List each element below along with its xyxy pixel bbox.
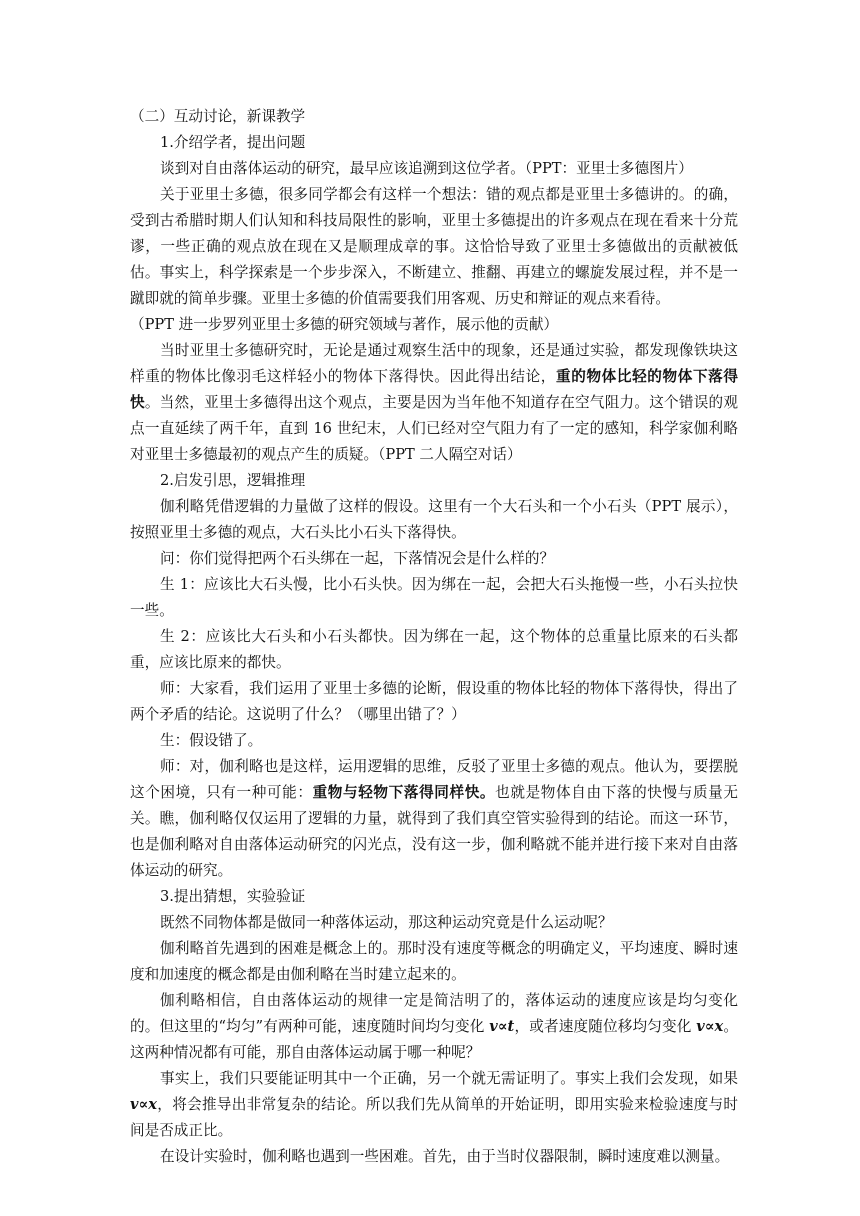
paragraph-15-text-a: 事实上，我们只要能证明其中一个正确，另一个就无需证明了。事实上我们会发现，如果 [160,1070,738,1087]
subheading-2: 2.启发引思，逻辑推理 [160,472,306,489]
paragraph-15 [130,1066,738,1144]
paragraph-1: 谈到对自由落体运动的研究，最早应该追溯到这位学者。（PPT：亚里士多德图片） [160,160,693,177]
paragraph-14-text-c: 。这两种情况都有可能，那自由落体运动属于哪一种呢？ [130,1018,738,1061]
paragraph-6: 问：你们觉得把两个石头绑在一起，下落情况会是什么样的？ [160,550,555,567]
paragraph-8: 生 2：应该比大石头和小石头都快。因为绑在一起，这个物体的总重量比原来的石头都重，应该比原来的都快。 [130,628,738,671]
paragraph-2: 关于亚里士多德，很多同学都会有这样一个想法：错的观点都是亚里士多德讲的。的确，受到古希腊时期人们认知和科技局限性的影响，亚里士多德提出的许多观点在现在看来十分荒谬，一些正确的观点放在现在又是顺理成章的事。这恰恰导致了亚里士多德做出的贡献被低估。事实上，科学探索是一个步步深入，不断建立、推翻、再建立的螺旋发展过程，并不是一蹴即就的简单步骤。亚里士多德的价值需要我们用客观、历史和辩证的观点来看待。 [130,186,738,307]
formula-v-prop-x: v∝x [696,1018,724,1035]
paragraph-13: 伽利略首先遇到的困难是概念上的。那时没有速度等概念的明确定义，平均速度、瞬时速度和加速度的概念都是由伽利略在当时建立起来的。 [130,940,738,983]
paragraph-9: 师：大家看，我们运用了亚里士多德的论断，假设重的物体比轻的物体下落得快，得出了两个矛盾的结论。这说明了什么？（哪里出错了？） [130,680,738,723]
paragraph-7: 生 1：应该比大石头慢，比小石头快。因为绑在一起，会把大石头拖慢一些，小石头拉快一些。 [130,576,738,619]
formula-v-prop-x-2: v∝x [130,1096,157,1113]
paragraph-4-bold: 重的物体比轻的物体下落得快 [130,368,738,411]
document-body [130,104,738,1170]
subheading-3: 3.提出猜想，实验验证 [160,888,306,905]
paragraph-14 [130,988,738,1066]
paragraph-11-bold: 重物与轻物下落得同样快。 [312,784,496,801]
paragraph-11 [130,754,738,884]
paragraph-4-text-a: 当时亚里士多德研究时，无论是通过观察生活中的现象，还是通过实验，都发现像铁块这样重的物体比像羽毛这样轻小的物体下落得快。因此得出结论， [130,342,738,385]
paragraph-14-text-b: ，或者速度随位移均匀变化 [514,1018,697,1035]
formula-v-prop-t: v∝t [489,1018,515,1035]
paragraph-14-text-a: 伽利略相信，自由落体运动的规律一定是简洁明了的，落体运动的速度应该是均匀变化的。但这里的“均匀”有两种可能，速度随时间均匀变化 [130,992,738,1035]
paragraph-4 [130,338,738,468]
paragraph-11-text-a: 师：对，伽利略也是这样，运用逻辑的思维，反驳了亚里士多德的观点。他认为，要摆脱这个困境，只有一种可能： [130,758,738,801]
paragraph-4-text-c: 。当然，亚里士多德得出这个观点，主要是因为当年他不知道存在空气阻力。这个错误的观点一直延续了两千年，直到 16 世纪末，人们已经对空气阻力有了一定的感知，科学家伽利略对亚里士多德最初的观点产生的质疑。（PPT 二人隔空对话） [130,394,738,463]
paragraph-12: 既然不同物体都是做同一种落体运动，那这种运动究竟是什么运动呢？ [160,914,613,931]
paragraph-3: （PPT 进一步罗列亚里士多德的研究领域与著作，展示他的贡献） [130,316,559,333]
paragraph-11-text-c: 也就是物体自由下落的快慢与质量无关。瞧，伽利略仅仅运用了逻辑的力量，就得到了我们真空管实验得到的结论。而这一环节，也是伽利略对自由落体运动研究的闪光点，没有这一步，伽利略就不能并进行接下来对自由落体运动的研究。 [130,784,738,879]
paragraph-5: 伽利略凭借逻辑的力量做了这样的假设。这里有一个大石头和一个小石头（PPT 展示），按照亚里士多德的观点，大石头比小石头下落得快。 [130,498,738,541]
paragraph-15-text-b: ，将会推导出非常复杂的结论。所以我们先从简单的开始证明，即用实验来检验速度与时间是否成正比。 [130,1096,738,1139]
subheading-1: 1.介绍学者，提出问题 [160,134,306,151]
section-heading: （二）互动讨论，新课教学 [130,108,306,125]
paragraph-16: 在设计实验时，伽利略也遇到一些困难。首先，由于当时仪器限制，瞬时速度难以测量。 [160,1148,730,1165]
paragraph-10: 生：假设错了。 [160,732,263,749]
